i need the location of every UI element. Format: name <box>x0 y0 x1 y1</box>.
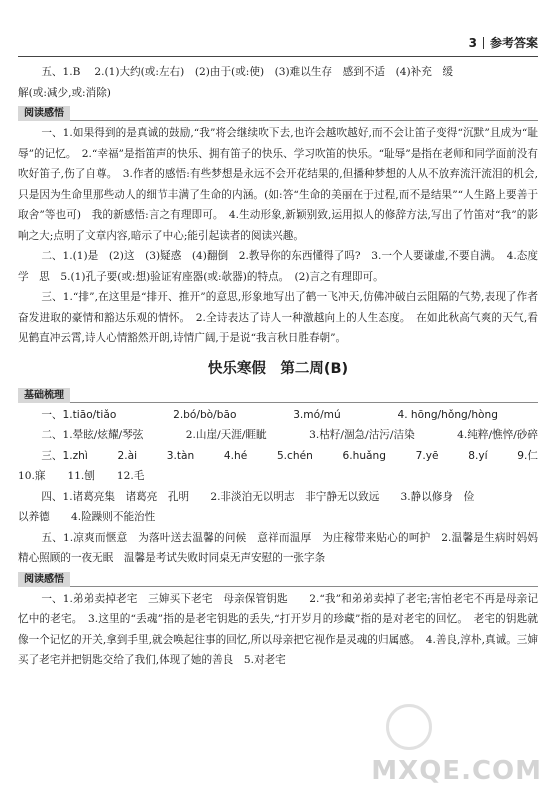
basics-r3-item: 8.yí <box>468 449 488 462</box>
basics-r2-item: 2.山崖/天涯/睚眦 <box>185 429 267 441</box>
reading1-para3: 三、1.“排”,在这里是“排开、推开”的意思,形象地写出了鹤一飞冲天,仿佛冲破白云阻隔的气势,表现了作者奋发进取的豪情和豁达乐观的情怀。 2.全诗表达了诗人一种激越向上的人生态度。 在如此秋高气爽的天气,看见鹤直冲云霄,诗人心情豁然开朗,诗情广阔,于是说“我言秋日胜春朝”。 <box>18 291 538 344</box>
basics-r3-item: 2.ài <box>117 449 138 462</box>
basics-r3-item: 3.tàn <box>166 449 195 462</box>
basics-r2-item: 4.纯粹/憔悴/砂碎 <box>457 429 538 441</box>
basics-row3 <box>18 446 538 467</box>
basics-para5: 五、1.凉爽而惬意 为落叶送去温馨的问候 意祥而温厚 为庄稼带来贴心的呵护 2.温馨是生病时妈妈精心照顾的一夜无眠 温馨是考试失败时同桌无声安慰的一张字条 <box>18 531 538 564</box>
basics-r3-item: 7.yē <box>415 449 439 462</box>
reading1-para2: 二、1.(1)是 (2)这 (3)疑惑 (4)翻倒 2.教导你的东西懂得了吗? 3.一个人要谦虚,不要自满。 4.态度 学 思 5.(1)孔子要(或:想)验证宥座器(或:欹器)的特点。 (2)言之有理即可。 <box>18 250 549 283</box>
basics-r1-item: 3.mó/mú <box>293 408 341 421</box>
basics-para4-line1: 四、1.诸葛亮集 诸葛亮 孔明 2.非淡泊无以明志 非宁静无以致远 3.静以修身 俭 <box>41 490 475 503</box>
basics-row1 <box>18 405 538 426</box>
answer-content <box>18 62 549 671</box>
basics-r4-item: 12.毛 <box>116 470 145 482</box>
reading2-para1: 一、1.弟弟卖掉老宅 三婶买下老宅 母亲保管钥匙 2.“我”和弟弟卖掉了老宅;害怕老宅不再是母亲记忆中的老宅。 3.这里的“丢魂”指的是老宅钥匙的丢失,“打开岁月的珍藏”指的是对老宅的回忆。 老宅的钥匙就像一个记忆的开关,拿到手里,就会唤起往事的回忆,所以母亲把它视作是灵魂的归属感。 4.善良,淳朴,真诚。三婶买了老宅并把钥匙交给了我们,体现了她的善良 5.对老宅 <box>18 592 538 666</box>
basics-r2-item: 3.枯籽/涸急/沽污/洁染 <box>309 429 415 441</box>
basics-r4-item: 10.寐 <box>18 470 46 482</box>
basics-r3-item: 9.仁 <box>517 449 538 462</box>
basics-r3-item: 5.chén <box>276 449 313 462</box>
header-divider <box>483 37 484 49</box>
block1-line1: 五、1.B 2.(1)大约(或:左右) (2)由于(或:使) (3)难以生存 感到不适 (4)补充 缓 <box>41 66 453 78</box>
reading2-tab-row <box>18 569 538 587</box>
reading1-para1: 一、1.如果得到的是真诚的鼓励,“我”将会继续吹下去,也许会越吹越好,而不会让笛子变得“沉默”且成为“耻辱”的记忆。 2.“幸福”是指笛声的快乐、拥有笛子的快乐、学习吹笛的快乐。“耻辱”是指在老师和同学面前没有吹好笛子,伤了自尊。 3.作者的感悟:有些梦想是永远不会开花结果的,但播种梦想的人从不放弃流汗流泪的机会,只是因为生命里那些动人的细节丰满了生命的内涵。(如:答“生命的美丽在于过程,而不是结果”“人生路上要善于取舍”等也可) 我的新感悟:言之有理即可。 4.生动形象,新颖别致,运用拟人的修辞方法,写出了竹笛对“我”的影响之大;点明了文章内容,暗示了中心;能引起读者的阅读兴趣。 <box>18 127 538 242</box>
watermark-text: MXQE.COM <box>371 756 542 786</box>
basics-r2-item: 二、1.晕眩/炫耀/琴弦 <box>41 429 144 441</box>
basics-tab: 基础梳理 <box>18 388 70 403</box>
week-title: 快乐寒假 第二周(B) <box>207 360 349 377</box>
basics-r4-item: 11.刨 <box>67 470 95 482</box>
basics-row2 <box>18 425 538 446</box>
block1-line2: 解(或:减少,或:消除) <box>18 86 111 99</box>
header-rule <box>18 56 538 57</box>
basics-tab-row <box>18 385 538 403</box>
basics-r1-item: 2.bó/bò/bāo <box>173 408 237 421</box>
reading2-tab: 阅读感悟 <box>18 572 70 587</box>
page-header <box>469 34 538 51</box>
basics-row4 <box>18 466 538 487</box>
watermark-circle-icon <box>386 704 432 750</box>
basics-r1-item: 一、1.tiāo/tiǎo <box>41 408 117 421</box>
section-label: 参考答案 <box>489 36 538 50</box>
page-number: 3 <box>468 35 477 50</box>
basics-para4-line2: 以养德 4.险躁则不能治性 <box>18 511 156 523</box>
basics-r3-item: 6.huǎng <box>342 449 386 462</box>
basics-r1-item: 4. hōng/hǒng/hòng <box>397 408 498 421</box>
basics-r3-item: 4.hé <box>223 449 248 462</box>
reading1-tab: 阅读感悟 <box>18 106 70 121</box>
basics-r3-item: 三、1.zhì <box>41 449 88 462</box>
reading1-tab-row <box>18 103 538 121</box>
